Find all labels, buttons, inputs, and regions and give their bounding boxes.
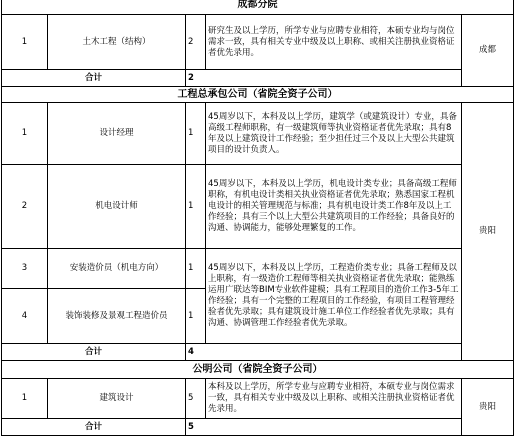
section-title: 公明公司（省院全资子公司） bbox=[2, 361, 514, 379]
headcount: 1 bbox=[186, 289, 206, 344]
work-location: 贵阳 bbox=[462, 103, 514, 361]
row-number: 1 bbox=[2, 15, 48, 70]
row-number: 2 bbox=[2, 165, 48, 249]
total-label: 合计 bbox=[2, 344, 186, 361]
position-name: 设计经理 bbox=[48, 103, 186, 165]
total-count: 4 bbox=[186, 344, 462, 361]
section-header bbox=[2, 87, 514, 103]
requirement-text: 研究生及以上学历，所学专业与应聘专业相符，本硕专业均与岗位需求一致，具有相关专业中级及以上职称、或相关注册执业资格证者优先录用。 bbox=[206, 15, 462, 70]
total-count: 5 bbox=[186, 419, 462, 436]
table-row bbox=[2, 103, 514, 165]
row-number: 3 bbox=[2, 249, 48, 289]
total-count: 2 bbox=[186, 70, 462, 87]
row-number: 1 bbox=[2, 379, 48, 419]
headcount: 1 bbox=[186, 249, 206, 289]
headcount: 1 bbox=[186, 165, 206, 249]
section-title: 成都分院 bbox=[2, 0, 514, 15]
total-row bbox=[2, 419, 514, 436]
work-location: 成都 bbox=[462, 15, 514, 87]
total-row bbox=[2, 344, 514, 361]
work-location: 贵阳 bbox=[462, 379, 514, 436]
table-row bbox=[2, 249, 514, 289]
position-name: 安装造价员（机电方向） bbox=[48, 249, 186, 289]
position-name: 建筑设计 bbox=[48, 379, 186, 419]
total-label: 合计 bbox=[2, 419, 186, 436]
table-row bbox=[2, 379, 514, 419]
section-header bbox=[2, 361, 514, 379]
section-title: 工程总承包公司（省院全资子公司） bbox=[2, 87, 514, 103]
requirement-text: 45周岁以下，本科及以上学历，建筑学（或建筑设计）专业，具备高级工程师职称，有一级建筑师等执业资格证者优先录取；具有8年及以上建筑设计工作经验；至少担任过三个及以上大型公共建筑项目的设计负责人。 bbox=[206, 103, 462, 165]
table-row bbox=[2, 165, 514, 249]
position-name: 土木工程（结构） bbox=[48, 15, 186, 70]
total-label: 合计 bbox=[2, 70, 186, 87]
requirement-text: 45周岁以下，本科及以上学历，机电设计类专业；具备高级工程师职称，有机电设计类相关执业资格证者优先录取；熟悉国家工程机电设计的相关管理规范与标准；具有机电设计类工作8年及以上工作经验；具有三个以上大型公共建筑项目的工作经验；具备良好的沟通、协调能力，能够处理繁复的工作。 bbox=[206, 165, 462, 249]
section-header bbox=[2, 0, 514, 15]
table-row bbox=[2, 15, 514, 70]
headcount: 1 bbox=[186, 103, 206, 165]
headcount: 5 bbox=[186, 379, 206, 419]
position-name: 装饰装修及景观工程造价员 bbox=[48, 289, 186, 344]
row-number: 1 bbox=[2, 103, 48, 165]
position-name: 机电设计师 bbox=[48, 165, 186, 249]
total-row bbox=[2, 70, 514, 87]
headcount: 2 bbox=[186, 15, 206, 70]
row-number: 4 bbox=[2, 289, 48, 344]
recruitment-table bbox=[1, 0, 514, 436]
requirement-text: 本科及以上学历，所学专业与应聘专业相符，本硕专业与岗位需求一致，具有相关专业中级及以上职称、或相关注册执业资格证者优先录用。 bbox=[206, 379, 462, 419]
requirement-text: 45周岁以下，本科及以上学历，工程造价类专业；具备工程师及以上职称，有一级造价工程师等相关执业资格证者优先录取；能熟练运用广联达等BIM专业软件建模；具有工程项目的造价工作3-5年工作经验；具有一个完整的工程项目的工作经验，有项目工程管理经验者优先录取；具有建筑设计施工单位工作经验者优先录取；具有沟通、协调管理工作经验者优先录取。 bbox=[206, 249, 462, 344]
